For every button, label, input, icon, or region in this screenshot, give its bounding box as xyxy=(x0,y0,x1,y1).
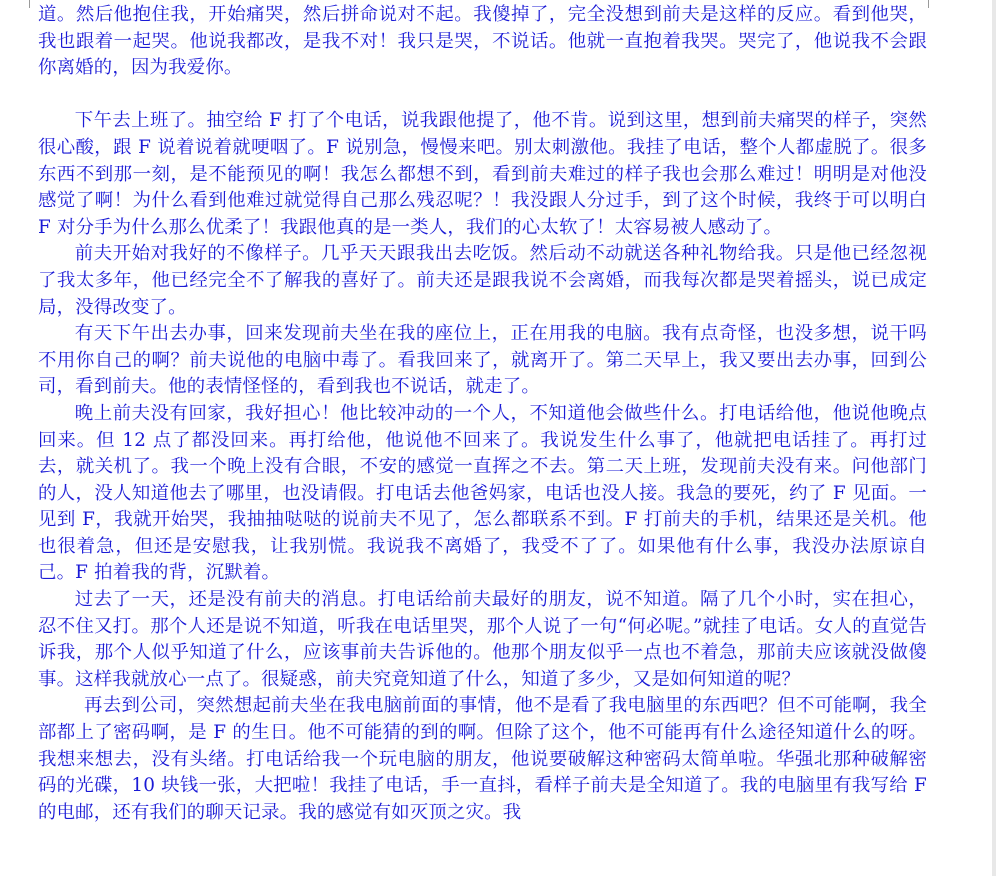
paragraph-2: 下午去上班了。抽空给 F 打了个电话，说我跟他提了，他不肯。说到这里，想到前夫痛哭的样子，突然很心酸，跟 F 说着说着就哽咽了。F 说别急，慢慢来吧。别太刺激他。我挂了电话，整个人都虚脱了。很多东西不到那一刻，是不能预见的啊！我怎么都想不到，看到前夫难过的样子我也会那么难过！明明是对他没感觉了啊！为什么看到他难过就觉得自己那么残忍呢？！我没跟人分过手，到了这个时候，我终于可以明白 F 对分手为什么那么优柔了！我跟他真的是一类人，我们的心太软了！太容易被人感动了。 xyxy=(38,110,927,238)
document-body xyxy=(38,2,927,826)
paragraph-1: 道。然后他抱住我，开始痛哭，然后拼命说对不起。我傻掉了，完全没想到前夫是这样的反应。看到他哭，我也跟着一起哭。他说我都改，是我不对！我只是哭，不说话。他就一直抱着我哭。哭完了，他说我不会跟你离婚的，因为我爱你。 xyxy=(38,4,927,79)
paragraph-4: 有天下午出去办事，回来发现前夫坐在我的座位上，正在用我的电脑。我有点奇怪，也没多想，说干吗不用你自己的啊？前夫说他的电脑中毒了。看我回来了，就离开了。第二天早上，我又要出去办事，回到公司，看到前夫。他的表情怪怪的，看到我也不说话，就走了。 xyxy=(38,323,927,398)
crop-mark-right xyxy=(928,0,929,8)
scrollbar-track[interactable] xyxy=(992,0,996,876)
paragraph-7: 再去到公司，突然想起前夫坐在我电脑前面的事情，他不是看了我电脑里的东西吧？但不可能啊，我全部都上了密码啊，是 F 的生日。他不可能猜的到的啊。但除了这个，他不可能再有什么途径知道什么的呀。我想来想去，没有头绪。打电话给我一个玩电脑的朋友，他说要破解这种密码太简单啦。华强北那种破解密码的光碟，10 块钱一张，大把啦！我挂了电话，手一直抖，看样子前夫是全知道了。我的电脑里有我写给 F 的电邮，还有我们的聊天记录。我的感觉有如灭顶之灾。我 xyxy=(38,695,927,823)
paragraph-spacer xyxy=(38,82,927,109)
paragraph-6: 过去了一天，还是没有前夫的消息。打电话给前夫最好的朋友，说不知道。隔了几个小时，实在担心，忍不住又打。那个人还是说不知道，听我在电话里哭，那个人说了一句“何必呢。”就挂了电话。女人的直觉告诉我，那个人似乎知道了什么，应该事前夫告诉他的。他那个朋友似乎一点也不着急，那前夫应该就没做傻事。这样我就放心一点了。很疑惑，前夫究竟知道了什么，知道了多少，又是如何知道的呢？ xyxy=(38,589,927,690)
paragraph-3: 前夫开始对我好的不像样子。几乎天天跟我出去吃饭。然后动不动就送各种礼物给我。只是他已经忽视了我太多年，他已经完全不了解我的喜好了。前夫还是跟我说不会离婚，而我每次都是哭着摇头，说已成定局，没得改变了。 xyxy=(38,243,927,318)
crop-mark-left xyxy=(29,0,30,8)
paragraph-5: 晚上前夫没有回家，我好担心！他比较冲动的一个人，不知道他会做些什么。打电话给他，他说他晚点回来。但 12 点了都没回来。再打给他，他说他不回来了。我说发生什么事了，他就把电话挂了。再打过去，就关机了。我一个晚上没有合眼，不安的感觉一直挥之不去。第二天上班，发现前夫没有来。问他部门的人，没人知道他去了哪里，也没请假。打电话去他爸妈家，电话也没人接。我急的要死，约了 F 见面。一见到 F，我就开始哭，我抽抽哒哒的说前夫不见了，怎么都联系不到。F 打前夫的手机，结果还是关机。他也很着急，但还是安慰我，让我别慌。我说我不离婚了，我受不了了。如果他有什么事，我没办法原谅自己。F 拍着我的背，沉默着。 xyxy=(38,402,927,584)
